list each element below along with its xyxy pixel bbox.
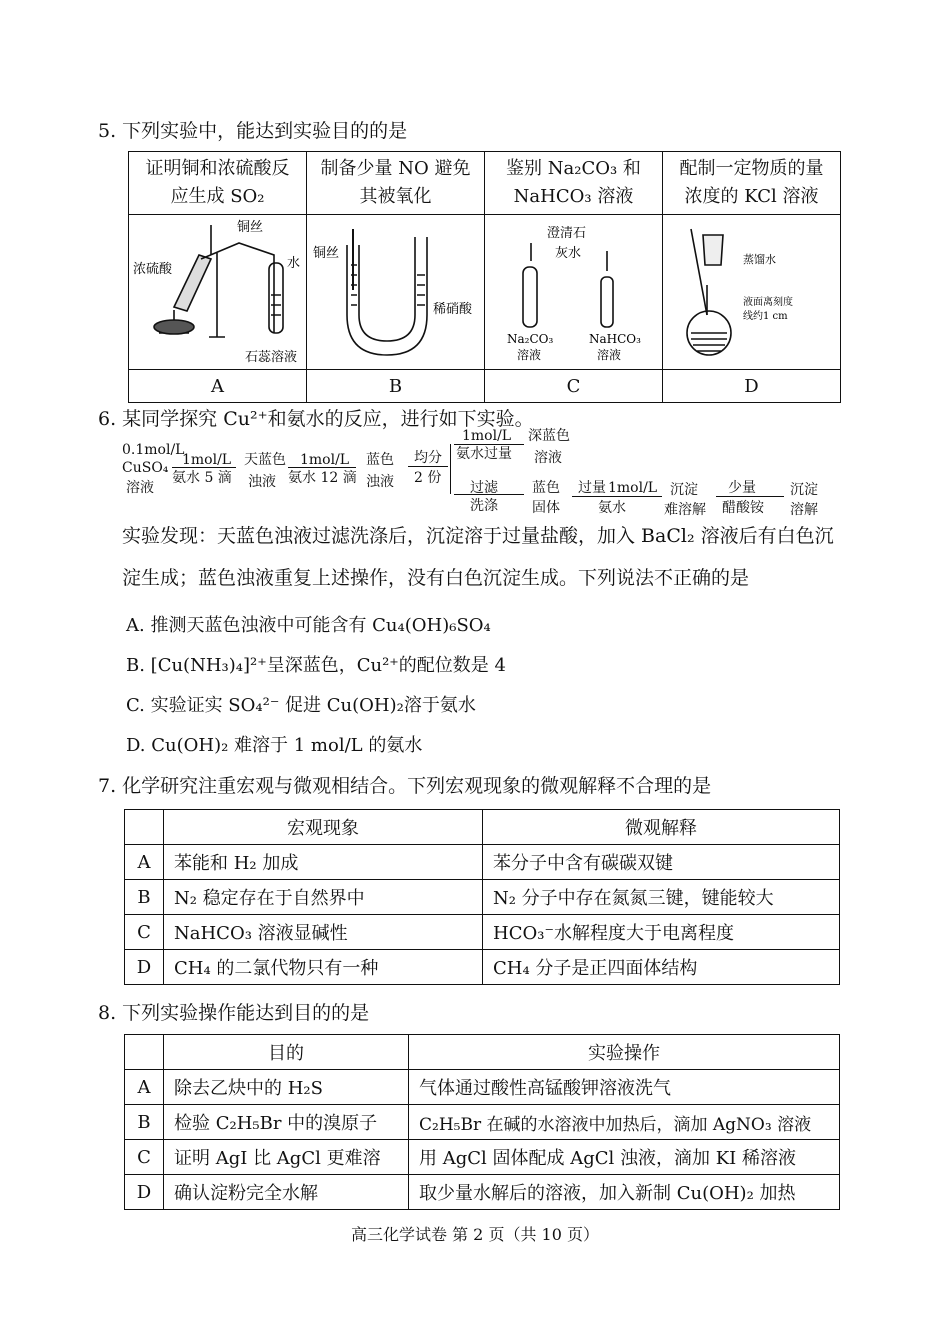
q5-stem: 5. 下列实验中，能达到实验目的的是 — [98, 120, 408, 142]
q5-label-b: B — [307, 370, 485, 403]
q7-row-letter: D — [125, 950, 164, 985]
label-litmus: 石蕊溶液 — [245, 350, 298, 365]
apparatus-d-diagram — [663, 215, 839, 369]
q7-row-letter: A — [125, 845, 164, 880]
label-nahco3: NaHCO₃ — [589, 332, 641, 346]
flow-split-label: 均分 — [414, 450, 442, 466]
flow-hard-dissolve: 难溶解 — [664, 502, 706, 518]
label-limewater-2: 灰水 — [555, 246, 582, 261]
q5-label-c: C — [485, 370, 663, 403]
flow-upper-arrow — [454, 444, 524, 445]
flow-ammonia-conc: 1mol/L — [608, 480, 658, 496]
q8-table — [124, 1034, 840, 1210]
q7-header-macro: 宏观现象 — [164, 810, 483, 845]
q5-header-d: 配制一定物质的量 浓度的 KCl 溶液 — [663, 152, 841, 215]
flow-reagent2-conc: 1mol/L — [300, 452, 350, 468]
q5-header-b: 制备少量 NO 避免 其被氧化 — [307, 152, 485, 215]
flow-reagent2-drops: 氨水 12 滴 — [288, 470, 357, 486]
q8-stem: 8. 下列实验操作能达到目的的是 — [98, 1002, 370, 1024]
q8-row-operation: 气体通过酸性高锰酸钾溶液洗气 — [409, 1070, 840, 1105]
flow-wash: 洗涤 — [470, 498, 498, 514]
flow-start-conc: 0.1mol/L — [122, 442, 185, 458]
table-row — [125, 915, 840, 950]
flow-product1-state: 浊液 — [248, 474, 276, 490]
page-footer: 高三化学试卷 第 2 页（共 10 页） — [351, 1225, 599, 1244]
flow-upper-result-color: 深蓝色 — [528, 428, 570, 444]
label-copper-wire-b: 铜丝 — [313, 246, 340, 261]
flow-excess: 过量 — [578, 480, 606, 496]
flow-reagent1-drops: 氨水 5 滴 — [172, 470, 232, 486]
label-conc-acid: 浓硫酸 — [133, 262, 173, 277]
q6-option-c: C. 实验证实 SO₄²⁻ 促进 Cu(OH)₂溶于氨水 — [126, 695, 476, 716]
q6-paragraph-2: 淀生成；蓝色浊液重复上述操作，没有白色沉淀生成。下列说法不正确的是 — [122, 567, 750, 589]
flow-product2-state: 浊液 — [366, 474, 394, 490]
label-copper-wire: 铜丝 — [237, 220, 264, 235]
q5-diagram-a — [129, 215, 307, 370]
flow-solid-color: 蓝色 — [532, 480, 560, 496]
flow-upper-conc: 1mol/L — [462, 428, 512, 444]
label-distilled-water: 蒸馏水 — [743, 253, 776, 266]
label-dilute-nitric: 稀硝酸 — [433, 302, 473, 317]
q7-row-letter: B — [125, 880, 164, 915]
flow-upper-reagent: 氨水过量 — [456, 446, 512, 462]
q8-row-purpose: 确认淀粉完全水解 — [164, 1175, 409, 1210]
q8-header-purpose: 目的 — [164, 1035, 409, 1070]
table-row — [125, 880, 840, 915]
q6-paragraph-1: 实验发现：天蓝色浊液过滤洗涤后，沉淀溶于过量盐酸，加入 BaCl₂ 溶液后有白色沉 — [122, 525, 834, 547]
q7-header-micro: 微观解释 — [483, 810, 840, 845]
flow-solid-state: 固体 — [532, 500, 560, 516]
q7-row-micro: N₂ 分子中存在氮氮三键，键能较大 — [483, 880, 840, 915]
q8-row-purpose: 检验 C₂H₅Br 中的溴原子 — [164, 1105, 409, 1140]
flow-lower-arrow — [454, 494, 524, 495]
flow-arrow-1 — [172, 467, 236, 468]
apparatus-a-diagram — [129, 215, 305, 369]
q8-row-letter: A — [125, 1070, 164, 1105]
flow-arrow-2 — [288, 467, 356, 468]
q5-diagram-c — [485, 215, 663, 370]
q7-row-macro: NaHCO₃ 溶液显碱性 — [164, 915, 483, 950]
label-note-2: 线约1 cm — [743, 311, 788, 322]
flow-precipitate-1: 沉淀 — [670, 482, 698, 498]
q8-row-operation: 用 AgCl 固体配成 AgCl 浊液，滴加 KI 稀溶液 — [409, 1140, 840, 1175]
table-row — [125, 1140, 840, 1175]
q5-table — [128, 151, 841, 403]
q8-row-purpose: 证明 AgI 比 AgCl 更难溶 — [164, 1140, 409, 1175]
label-na2co3-solution: 溶液 — [517, 348, 542, 362]
q6-stem: 6. 某同学探究 Cu²⁺和氨水的反应，进行如下实验。 — [98, 408, 534, 430]
q8-row-operation: 取少量水解后的溶液，加入新制 Cu(OH)₂ 加热 — [409, 1175, 840, 1210]
q8-header-operation: 实验操作 — [409, 1035, 840, 1070]
q5-header-a: 证明铜和浓硫酸反 应生成 SO₂ — [129, 152, 307, 215]
q6-option-b: B. [Cu(NH₃)₄]²⁺呈深蓝色，Cu²⁺的配位数是 4 — [126, 655, 506, 676]
label-na2co3: Na₂CO₃ — [507, 332, 554, 346]
q6-option-a: A. 推测天蓝色浊液中可能含有 Cu₄(OH)₆SO₄ — [126, 615, 491, 636]
flow-ammonia-arrow — [572, 496, 662, 497]
flow-small-amount: 少量 — [728, 480, 756, 496]
flow-dissolve: 溶解 — [790, 502, 818, 518]
q7-row-micro: HCO₃⁻水解程度大于电离程度 — [483, 915, 840, 950]
table-row — [125, 950, 840, 985]
table-row — [125, 1105, 840, 1140]
q5-diagram-b — [307, 215, 485, 370]
flow-split-line — [408, 466, 448, 467]
flow-precipitate-2: 沉淀 — [790, 482, 818, 498]
label-limewater-1: 澄清石 — [547, 226, 587, 241]
q5-label-d: D — [663, 370, 841, 403]
flow-acetate-arrow — [716, 496, 784, 497]
table-row — [125, 845, 840, 880]
flow-product1-color: 天蓝色 — [244, 452, 286, 468]
apparatus-b-diagram — [307, 215, 483, 369]
q7-row-macro: CH₄ 的二氯代物只有一种 — [164, 950, 483, 985]
q8-header-row — [125, 1035, 840, 1070]
q5-diagram-d — [663, 215, 841, 370]
flow-filter: 过滤 — [470, 480, 498, 496]
flow-reagent1-conc: 1mol/L — [182, 452, 232, 468]
flow-start-cuso4: CuSO₄ — [122, 460, 169, 476]
apparatus-c-diagram — [485, 215, 661, 369]
q7-header-blank — [125, 810, 164, 845]
q5-label-a: A — [129, 370, 307, 403]
q7-table — [124, 809, 840, 985]
flow-product2-color: 蓝色 — [366, 452, 394, 468]
q5-header-c: 鉴别 Na₂CO₃ 和 NaHCO₃ 溶液 — [485, 152, 663, 215]
label-nahco3-solution: 溶液 — [597, 348, 622, 362]
q8-row-letter: B — [125, 1105, 164, 1140]
q6-option-d: D. Cu(OH)₂ 难溶于 1 mol/L 的氨水 — [126, 735, 423, 756]
flow-ammonia: 氨水 — [598, 500, 626, 516]
q8-row-letter: C — [125, 1140, 164, 1175]
label-note-1: 液面离刻度 — [743, 297, 793, 308]
q8-header-blank — [125, 1035, 164, 1070]
table-row — [125, 1175, 840, 1210]
q7-stem: 7. 化学研究注重宏观与微观相结合。下列宏观现象的微观解释不合理的是 — [98, 775, 712, 797]
q8-row-purpose: 除去乙炔中的 H₂S — [164, 1070, 409, 1105]
table-row — [125, 1070, 840, 1105]
flow-start-solution: 溶液 — [126, 480, 154, 496]
q7-row-micro: CH₄ 分子是正四面体结构 — [483, 950, 840, 985]
q7-row-micro: 苯分子中含有碳碳双键 — [483, 845, 840, 880]
q7-row-letter: C — [125, 915, 164, 950]
q8-row-operation: C₂H₅Br 在碱的水溶液中加热后，滴加 AgNO₃ 溶液 — [409, 1105, 840, 1140]
label-water: 水 — [287, 256, 301, 271]
flow-ammonium-acetate: 醋酸铵 — [722, 500, 764, 516]
flow-branch-line — [450, 444, 451, 494]
q8-row-letter: D — [125, 1175, 164, 1210]
q7-row-macro: 苯能和 H₂ 加成 — [164, 845, 483, 880]
q7-header-row — [125, 810, 840, 845]
q7-row-macro: N₂ 稳定存在于自然界中 — [164, 880, 483, 915]
flow-split-count: 2 份 — [414, 470, 442, 486]
flow-upper-result-state: 溶液 — [534, 450, 562, 466]
